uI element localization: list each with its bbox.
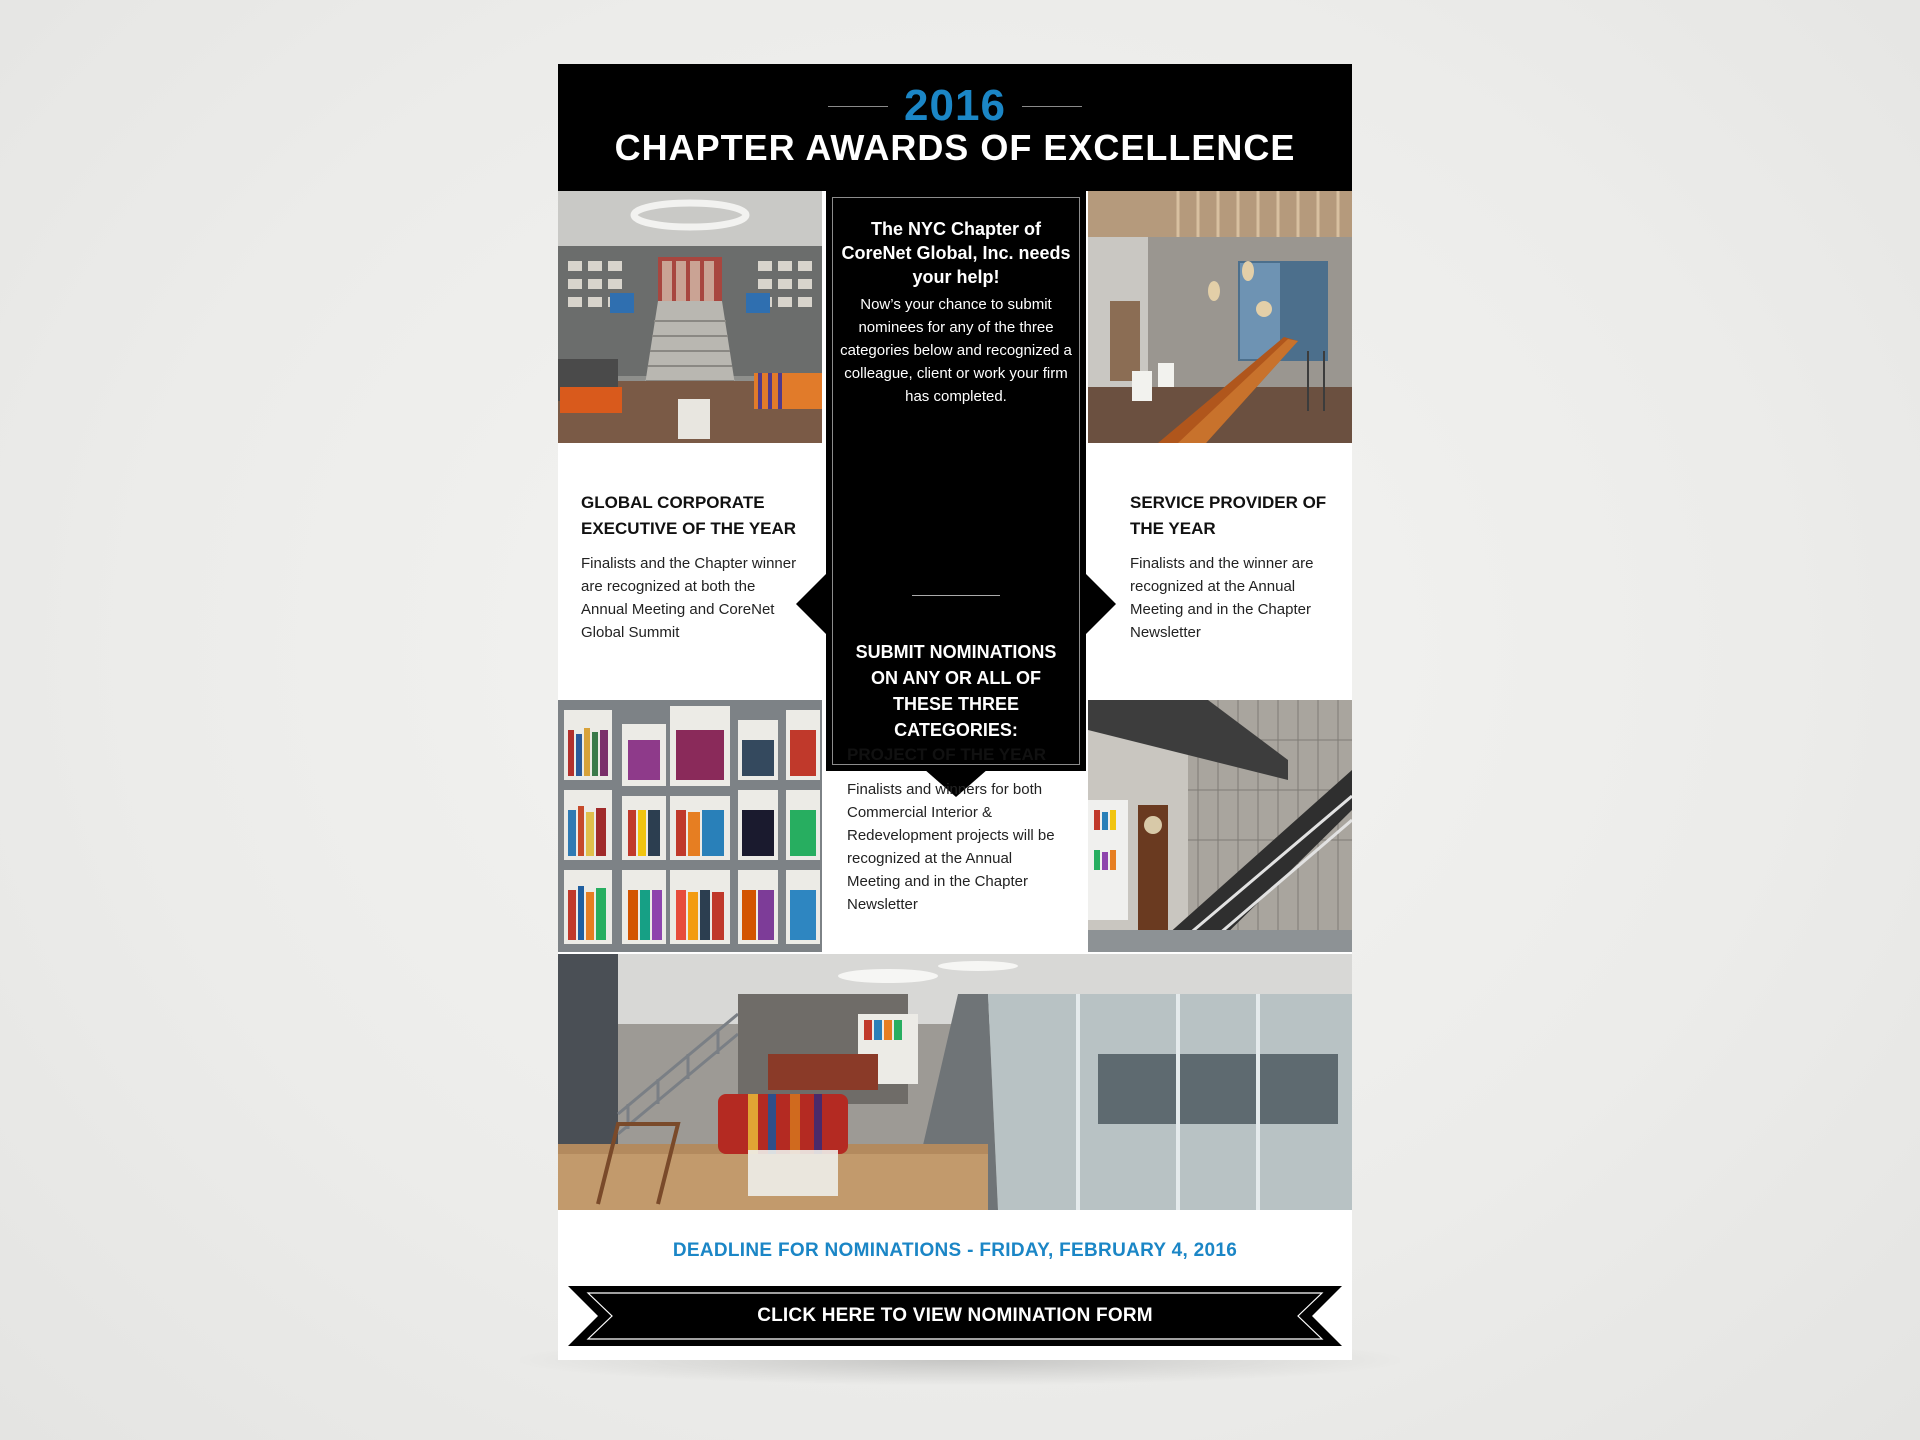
- photo-bookshelves: [558, 700, 822, 952]
- category-title: PROJECT OF THE YEAR: [847, 745, 1046, 764]
- year-rule-right: [1022, 106, 1082, 107]
- category-title: GLOBAL CORPORATE EXECUTIVE OF THE YEAR: [581, 493, 797, 538]
- nomination-deadline: DEADLINE FOR NOMINATIONS - FRIDAY, FEBRUARY 4, 2016: [672, 1240, 1238, 1261]
- photo-cafe-table: [1088, 191, 1352, 443]
- photo-staircase-clock: [1088, 700, 1352, 952]
- year-rule-left: [828, 106, 888, 107]
- photo-office-lounge: [558, 954, 1352, 1210]
- center-info-panel: [826, 191, 1086, 771]
- page-title: CHAPTER AWARDS OF EXCELLENCE: [614, 127, 1296, 168]
- year-label: 2016: [904, 81, 1006, 130]
- category-description: Finalists and the Chapter winner are recognized at both the Annual Meeting and CoreNet Global Summit: [581, 555, 797, 641]
- arrow-right-icon: [1084, 572, 1116, 636]
- category-description: Finalists and the winner are recognized at the Annual Meeting and in the Chapter Newsletter: [1130, 555, 1314, 641]
- category-project-of-the-year: [847, 742, 1069, 916]
- category-description: Finalists and winners for both Commercial Interior & Redevelopment projects will be recognized at the Annual Meeting and in the Chapter Newsletter: [847, 781, 1055, 913]
- center-intro: The NYC Chapter of CoreNet Global, Inc. needs your help!: [841, 219, 1071, 287]
- center-submit-heading: SUBMIT NOMINATIONS ON ANY OR ALL OF THESE THREE CATEGORIES:: [855, 642, 1057, 740]
- awards-flyer: [558, 64, 1352, 1360]
- center-divider: [912, 595, 1000, 596]
- cta-label: CLICK HERE TO VIEW NOMINATION FORM: [757, 1305, 1153, 1326]
- category-title: SERVICE PROVIDER OF THE YEAR: [1130, 493, 1327, 538]
- year-row: [558, 82, 1352, 130]
- category-service-provider: [1130, 490, 1340, 644]
- category-global-corporate-executive: [581, 490, 803, 644]
- view-nomination-form-button[interactable]: [568, 1286, 1342, 1346]
- center-body-text: Now’s your chance to submit nominees for any of the three categories below and recognized a colleague, client or work your firm has completed.: [840, 296, 1072, 405]
- header-banner: [558, 64, 1352, 191]
- photo-library-staircase: [558, 191, 822, 443]
